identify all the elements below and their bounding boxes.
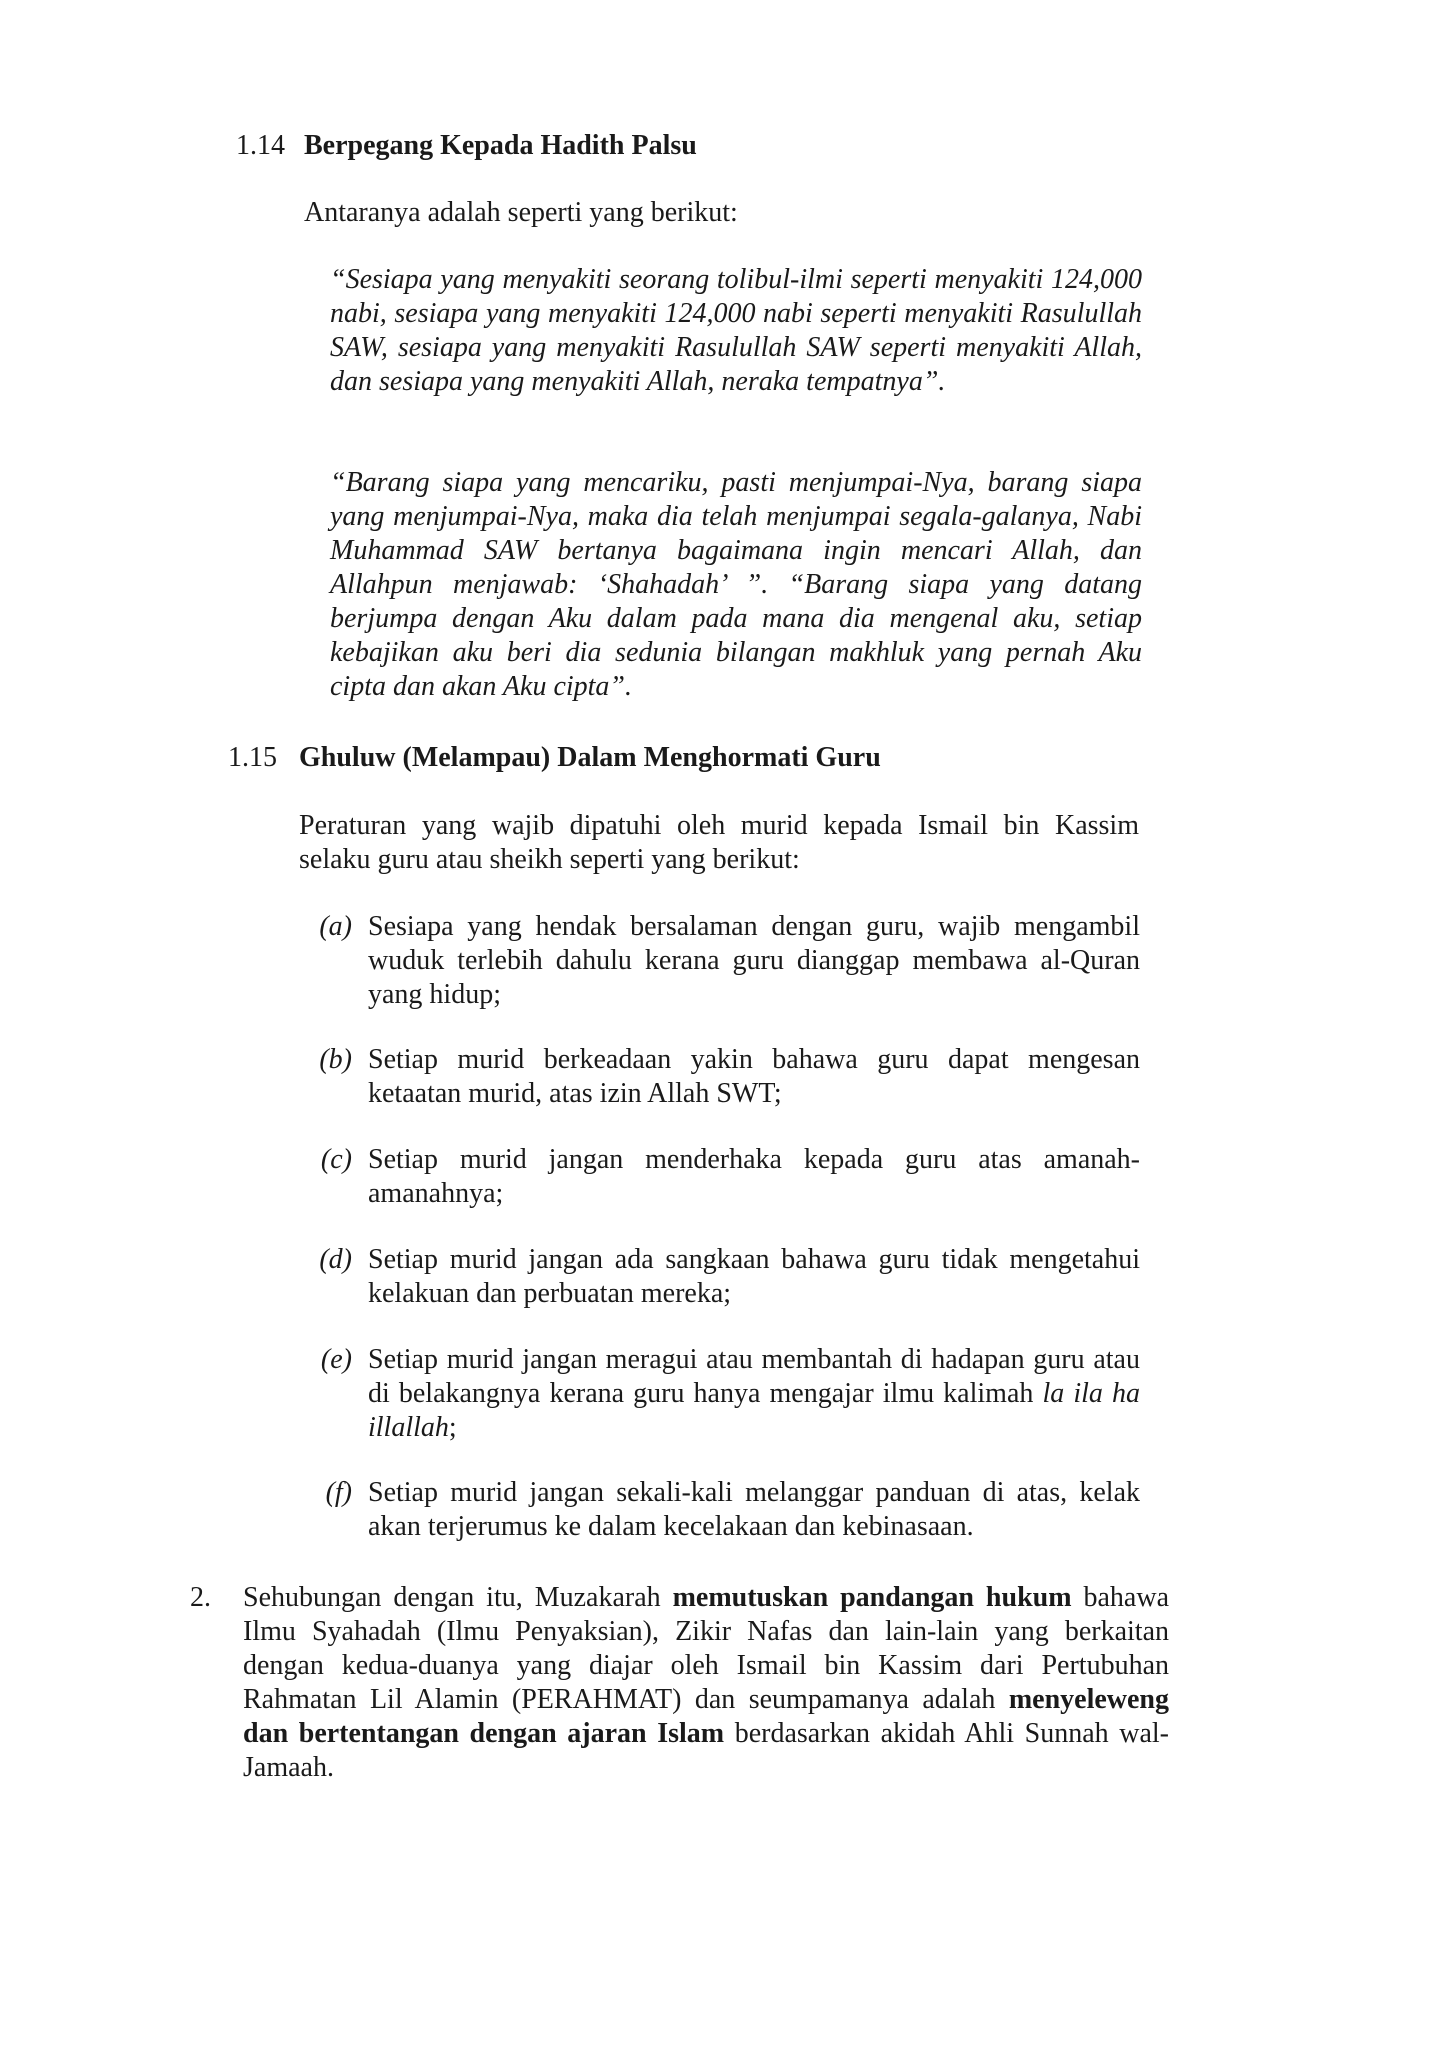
section-2-bold-2: menyeleweng dan bertentangan dengan ajaran Islam <box>243 1684 1169 1749</box>
section-1-14-intro: Antaranya adalah seperti yang berikut: <box>304 197 738 228</box>
item-b-text: Setiap murid berkeadaan yakin bahawa guru dapat mengesan ketaatan murid, atas izin Allah SWT; <box>368 1044 1140 1109</box>
item-e-text-main: Setiap murid jangan meragui atau membantah di hadapan guru atau di belakangnya kerana guru hanya mengajar ilmu kalimah <box>368 1344 1140 1409</box>
section-2-part-2: bahawa Ilmu Syahadah (Ilmu Penyaksian), Zikir Nafas dan lain-lain yang berkaitan dengan kedua-duanya yang diajar oleh Ismail bin Kassim dari Pertubuhan Rahmatan Lil Alamin (PERAHMAT) dan seumpamanya adalah <box>243 1582 1169 1715</box>
section-2-part-1: Sehubungan dengan itu, Muzakarah <box>243 1582 673 1613</box>
item-b-label: (b) <box>319 1044 352 1075</box>
item-e-text <box>368 1343 1140 1445</box>
section-1-15-title: Ghuluw (Melampau) Dalam Menghormati Guru <box>299 742 881 773</box>
section-2-bold-1: memutuskan pandangan hukum <box>672 1582 1072 1613</box>
item-a-text: Sesiapa yang hendak bersalaman dengan guru, wajib mengambil wuduk terlebih dahulu kerana guru dianggap membawa al-Quran yang hidup; <box>368 911 1140 1010</box>
section-2-paragraph <box>243 1581 1169 1785</box>
item-e-tail: ; <box>448 1412 457 1443</box>
item-a-label: (a) <box>319 911 352 942</box>
item-f-text: Setiap murid jangan sekali-kali melanggar panduan di atas, kelak akan terjerumus ke dalam kecelakaan dan kebinasaan. <box>368 1477 1140 1542</box>
section-2-number: 2. <box>190 1582 211 1613</box>
item-d-label: (d) <box>319 1244 352 1275</box>
section-1-15-intro: Peraturan yang wajib dipatuhi oleh murid kepada Ismail bin Kassim selaku guru atau sheikh seperti yang berikut: <box>299 810 1139 875</box>
hadith-quote-1: “Sesiapa yang menyakiti seorang tolibul-ilmi seperti menyakiti 124,000 nabi, sesiapa yang menyakiti 124,000 nabi seperti menyakiti Rasulullah SAW, sesiapa yang menyakiti Rasulullah SAW seperti menyakiti Allah, dan sesiapa yang menyakiti Allah, neraka tempatnya”. <box>330 264 1142 397</box>
section-1-14-heading <box>236 129 697 163</box>
section-1-14-number: 1.14 <box>236 130 285 161</box>
hadith-quote-2: “Barang siapa yang mencariku, pasti menjumpai-Nya, barang siapa yang menjumpai-Nya, maka dia telah menjumpai segala-galanya, Nabi Muhammad SAW bertanya bagaimana ingin mencari Allah, dan Allahpun menjawab: ‘Shahadah’ ”. “Barang siapa yang datang berjumpa dengan Aku dalam pada mana dia mengenal aku, setiap kebajikan aku beri dia sedunia bilangan makhluk yang pernah Aku cipta dan akan Aku cipta”. <box>330 467 1142 702</box>
section-1-14-title: Berpegang Kepada Hadith Palsu <box>304 130 697 161</box>
section-1-15-number: 1.15 <box>228 742 277 773</box>
item-e-label: (e) <box>320 1344 352 1375</box>
item-f-label: (f) <box>325 1477 352 1508</box>
section-1-15-heading <box>228 741 881 775</box>
item-c-label: (c) <box>320 1144 352 1175</box>
item-c-text: Setiap murid jangan menderhaka kepada guru atas amanah-amanahnya; <box>368 1144 1140 1209</box>
item-e-kalimah: la ila ha illallah <box>368 1378 1141 1443</box>
item-d-text: Setiap murid jangan ada sangkaan bahawa guru tidak mengetahui kelakuan dan perbuatan mereka; <box>368 1244 1140 1309</box>
section-2-part-3: berdasarkan akidah Ahli Sunnah wal-Jamaah. <box>243 1718 1169 1783</box>
